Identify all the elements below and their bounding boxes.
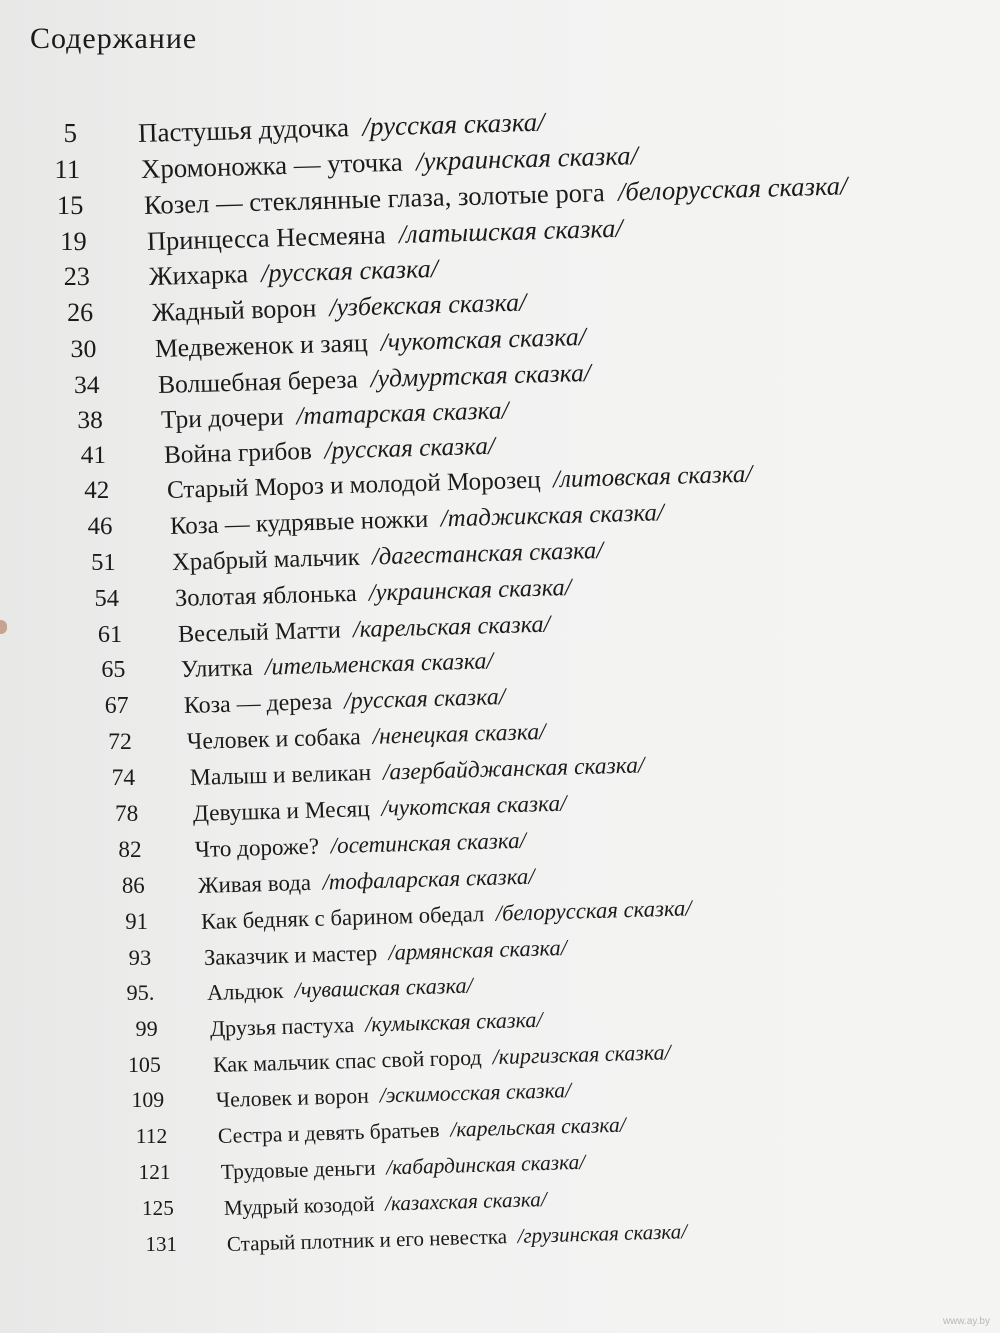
toc-page-number: 93 bbox=[128, 944, 152, 970]
toc-tale-origin: /дагестанская сказка/ bbox=[372, 537, 604, 571]
toc-page-number: 74 bbox=[111, 764, 136, 791]
toc-tale-origin: /удмуртская сказка/ bbox=[370, 357, 592, 393]
toc-entry bbox=[0, 1149, 1000, 1187]
toc-tale-title: Человек и собака bbox=[186, 724, 361, 755]
toc-page-number: 95. bbox=[126, 980, 155, 1006]
toc-tale-origin: /чукотская сказка/ bbox=[380, 321, 587, 357]
toc-page-number: 38 bbox=[77, 405, 103, 435]
toc-entry bbox=[0, 1187, 1000, 1223]
toc-page-number: 19 bbox=[60, 225, 87, 256]
toc-tale-title: Как бедняк с барином обедал bbox=[200, 900, 485, 934]
toc-page-number: 131 bbox=[145, 1232, 177, 1256]
toc-tale-origin: /азербайджанская сказка/ bbox=[382, 752, 645, 786]
toc-page-number: 61 bbox=[97, 621, 123, 649]
toc-tale-title: Человек и ворон bbox=[215, 1083, 369, 1113]
toc-tale-origin: /карельская сказка/ bbox=[450, 1112, 627, 1142]
toc-tale-title: Война грибов bbox=[163, 437, 313, 470]
toc-tale-origin: /грузинская сказка/ bbox=[517, 1219, 688, 1248]
toc-tale-origin: /русская сказка/ bbox=[343, 683, 506, 715]
toc-tale-origin: /русская сказка/ bbox=[261, 253, 439, 288]
toc-tale-origin: /эскимосская сказка/ bbox=[378, 1078, 572, 1108]
toc-tale-title: Трудовые деньги bbox=[220, 1155, 377, 1185]
toc-tale-origin: /русская сказка/ bbox=[362, 106, 546, 142]
toc-tale-origin: /белорусская сказка/ bbox=[495, 894, 693, 926]
toc-tale-origin: /украинская сказка/ bbox=[415, 140, 639, 177]
toc-tale-origin: /карельская сказка/ bbox=[352, 610, 551, 644]
toc-tale-origin: /армянская сказка/ bbox=[388, 934, 568, 965]
toc-tale-origin: /украинская сказка/ bbox=[368, 574, 573, 607]
toc-tale-title: Заказчик и мастер bbox=[203, 939, 378, 970]
toc-entry bbox=[0, 1039, 1000, 1080]
toc-tale-origin: /кумыкская сказка/ bbox=[364, 1007, 543, 1038]
toc-tale-title: Мудрый козодой bbox=[223, 1191, 375, 1221]
toc-page-number: 109 bbox=[131, 1088, 165, 1113]
toc-page-number: 11 bbox=[54, 153, 81, 184]
toc-page-number: 65 bbox=[101, 657, 126, 684]
toc-tale-title: Что дороже? bbox=[195, 833, 320, 863]
toc-tale-origin: /таджикская сказка/ bbox=[439, 499, 664, 533]
toc-tale-origin: /узбекская сказка/ bbox=[329, 287, 527, 322]
toc-entry bbox=[0, 973, 1000, 1008]
toc-page-number: 30 bbox=[70, 333, 97, 363]
toc-tale-origin: /киргизская сказка/ bbox=[491, 1039, 671, 1070]
toc-tale-title: Девушка и Месяц bbox=[192, 795, 370, 827]
toc-entry bbox=[0, 894, 1000, 938]
toc-tale-title: Веселый Матти bbox=[177, 616, 342, 649]
toc-page-number: 5 bbox=[63, 118, 77, 148]
toc-tale-origin: /тофаларская сказка/ bbox=[322, 863, 536, 895]
toc-page-number: 67 bbox=[104, 692, 129, 719]
toc-page-number: 121 bbox=[138, 1160, 171, 1185]
toc-page-number: 26 bbox=[67, 297, 94, 327]
toc-tale-title: Альдюк bbox=[206, 978, 284, 1006]
toc-tale-title: Волшебная береза bbox=[157, 363, 359, 399]
toc-tale-origin: /латышская сказка/ bbox=[398, 212, 623, 249]
toc-tale-origin: /осетинская сказка/ bbox=[330, 827, 527, 859]
toc-tale-title: Друзья пастуха bbox=[209, 1012, 355, 1042]
toc-tale-title: Жадный ворон bbox=[151, 293, 317, 327]
toc-entry bbox=[0, 790, 1000, 830]
toc-tale-origin: /татарская сказка/ bbox=[295, 395, 509, 431]
toc-tale-origin: /литовская сказка/ bbox=[552, 461, 753, 494]
toc-tale-origin: /чукотская сказка/ bbox=[380, 790, 567, 822]
toc-tale-title: Принцесса Несмеяна bbox=[146, 219, 386, 256]
toc-page-number: 105 bbox=[127, 1052, 161, 1078]
toc-tale-title: Жихарка bbox=[149, 258, 249, 291]
toc-tale-origin: /русская сказка/ bbox=[323, 432, 496, 465]
toc-entry bbox=[0, 827, 1000, 866]
toc-tale-title: Козел — стеклянные глаза, золотые рога bbox=[143, 176, 605, 220]
toc-page-number: 23 bbox=[63, 261, 90, 291]
toc-entry bbox=[0, 752, 1000, 795]
toc-page-number: 41 bbox=[80, 441, 107, 470]
toc-entry bbox=[0, 212, 1000, 258]
toc-tale-origin: /белорусская сказка/ bbox=[617, 170, 848, 207]
toc-page-number: 112 bbox=[135, 1124, 168, 1149]
toc-tale-title: Хромоножка — уточка bbox=[140, 146, 403, 184]
toc-tale-origin: /кабардинская сказка/ bbox=[386, 1149, 586, 1180]
toc-tale-title: Старый плотник и его невестка bbox=[226, 1224, 508, 1256]
page-heading: Содержание bbox=[30, 22, 198, 55]
toc-tale-title: Сестра и девять братьев bbox=[218, 1118, 441, 1149]
toc-entry bbox=[0, 863, 1000, 902]
toc-entry bbox=[0, 934, 1000, 974]
watermark: www.ay.by bbox=[942, 1316, 990, 1327]
toc-page-number: 72 bbox=[108, 728, 132, 755]
toc-entry bbox=[0, 1112, 1000, 1152]
toc-entry bbox=[0, 395, 1000, 436]
toc-page-number: 125 bbox=[142, 1196, 174, 1221]
toc-page-number: 78 bbox=[114, 800, 139, 827]
toc-page-number: 51 bbox=[91, 549, 116, 577]
toc-tale-title: Улитка bbox=[180, 655, 254, 684]
toc-entry bbox=[0, 610, 1000, 651]
toc-tale-title: Малыш и великан bbox=[189, 759, 372, 791]
toc-tale-origin: /ненецкая сказка/ bbox=[371, 718, 546, 750]
toc-entry bbox=[0, 718, 1000, 759]
toc-page-number: 46 bbox=[87, 513, 113, 541]
toc-tale-title: Живая вода bbox=[197, 869, 312, 898]
toc-tale-title: Старый Мороз и молодой Морозец bbox=[166, 466, 541, 505]
toc-tale-title: Медвеженок и заяц bbox=[154, 327, 369, 363]
toc-tale-title: Коза — кудрявые ножки bbox=[169, 506, 429, 541]
toc-tale-origin: /ительменская сказка/ bbox=[264, 648, 494, 681]
toc-page-number: 86 bbox=[121, 872, 145, 898]
toc-page-number: 15 bbox=[56, 189, 84, 220]
toc-entry bbox=[0, 1219, 1000, 1259]
toc-tale-title: Коза — дереза bbox=[183, 688, 333, 719]
toc-page-number: 82 bbox=[118, 836, 142, 863]
toc-entry bbox=[0, 1078, 1000, 1116]
toc-page-number: 91 bbox=[125, 908, 148, 934]
toc-entry bbox=[0, 648, 1000, 687]
toc-page-number: 99 bbox=[135, 1016, 158, 1042]
toc-page-number: 54 bbox=[94, 585, 119, 613]
toc-tale-title: Золотая яблонька bbox=[174, 580, 358, 613]
toc-tale-title: Три дочери bbox=[160, 402, 284, 435]
toc-entry bbox=[0, 683, 1000, 723]
toc-page-number: 34 bbox=[73, 369, 100, 399]
toc-tale-origin: /чувашская сказка/ bbox=[294, 973, 474, 1003]
toc-tale-title: Храбрый мальчик bbox=[172, 543, 361, 577]
toc-tale-origin: /казахская сказка/ bbox=[384, 1187, 548, 1216]
toc-tale-title: Пастушья дудочка bbox=[137, 112, 350, 148]
toc-page-number: 42 bbox=[84, 477, 110, 505]
toc-entry bbox=[0, 1007, 1000, 1044]
toc-tale-title: Как мальчик спас свой город bbox=[212, 1044, 482, 1078]
